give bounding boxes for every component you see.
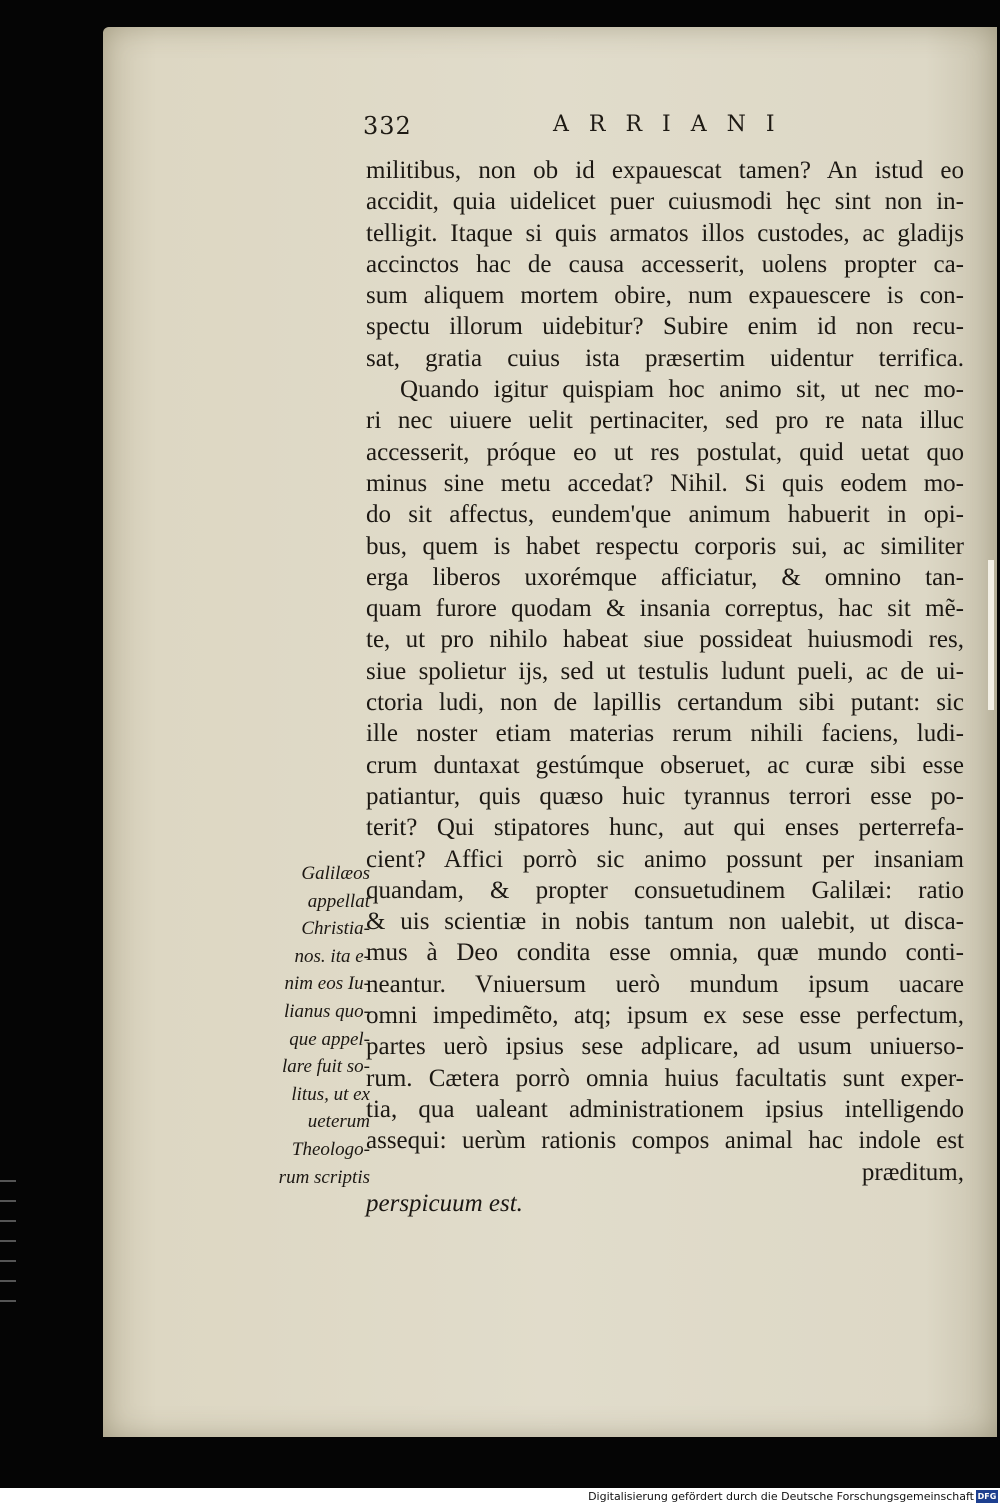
dfg-logo: DFG [977,1492,997,1501]
text-line: crum duntaxat gestúmque obseruet, ac curæ sibi esse [366,751,964,779]
page-number: 332 [363,112,412,140]
text-line: erga liberos uxorémque afficiatur, & omnino tan- [366,563,964,591]
text-line: præditum, [861,1158,964,1186]
text-line: quandam, & propter consuetudinem Galilæi: ratio [366,876,964,904]
text-line: neantur. Vniuersum uerò mundum ipsum uacare [366,970,964,998]
text-line: siue spolietur ijs, sed ut testulis ludunt pueli, ac de ui- [366,657,964,685]
text-line: accesserit, próque eo ut res postulat, quid uetat quo [366,438,964,466]
marginal-note-line: lare fuit so- [282,1056,370,1078]
digitization-footer [0,1488,1000,1506]
marginal-note-line: rum scriptis [278,1166,370,1188]
text-line: sat, gratia cuius ista præsertim uidentur terrifica. [366,344,964,372]
text-line: perspicuum est. [366,1189,523,1217]
marginal-note-line: Galilæos [301,863,370,884]
marginal-note-line: nim eos Iu- [284,973,370,995]
text-line: militibus, non ob id expauescat tamen? An istud eo [366,157,964,184]
text-line: partes uerò ipsius sese adplicare, ad usum uniuerso- [366,1033,964,1061]
body-text [366,155,964,1219]
text-line: telligit. Itaque si quis armatos illos custodes, ac gladijs [366,219,964,247]
text-line: quam furore quodam & insania correptus, hac sit mẽ- [366,595,964,623]
text-line: sum aliquem mortem obire, num expauescere is con- [366,282,964,310]
text-line: rum. Cætera porrò omnia huius facultatis sunt exper- [366,1064,964,1092]
text-line: & uis scientiæ in nobis tantum non ualebit, ut disca- [366,908,964,936]
running-title: ARRIANI [553,112,795,137]
text-line: ri nec uiuere uelit pertinaciter, sed pro re nata illuc [366,407,964,435]
text-line: Quando igitur quispiam hoc animo sit, ut nec mo- [400,376,964,404]
text-line: accinctos hac de causa accesserit, uolens propter ca- [366,250,964,278]
text-line: spectu illorum uidebitur? Subire enim id non recu- [366,313,964,341]
marginal-note-line: litus, ut ex [291,1083,370,1105]
text-line: omni impedimẽto, atq; ipsum ex sese esse perfectum, [366,1002,964,1030]
text-line: te, ut pro nihilo habeat siue possideat huiusmodi res, [366,626,964,654]
text-line: do sit affectus, eundem'que animum habuerit in opi- [366,501,964,529]
marginal-note-line: lianus quo- [283,1000,370,1022]
marginal-note-line: que appel- [289,1028,370,1050]
text-line: ctoria ludi, non de lapillis certandum sibi putant: sic [366,689,964,717]
text-line: ille noster etiam materias rerum nihili faciens, ludi- [366,720,964,748]
text-line: bus, quem is habet respectu corporis sui, ac similiter [366,532,964,560]
marginal-note [250,860,370,1191]
text-line: mus à Deo condita esse omnia, quæ mundo conti- [366,939,964,967]
marginal-note-line: appellat [307,890,370,912]
marginal-note-line: ueterum [307,1111,370,1133]
text-line: patiantur, quis quæso huic tyrannus terrori esse po- [366,782,964,810]
text-line: cient? Affici porrò sic animo possunt per insaniam [366,845,964,873]
running-head [363,112,963,146]
marginal-note-line: Christia- [301,918,370,940]
page-edge-highlight [988,560,994,710]
text-line: tia, qua ualeant administrationem ipsius intelligendo [366,1095,964,1123]
marginal-note-line: Theologo- [291,1138,370,1160]
scan-margin-marks [0,1180,16,1320]
marginal-note-line: nos. ita e- [294,945,370,967]
text-line: terit? Qui stipatores hunc, aut qui enses perterrefa- [366,814,964,842]
text-line: minus sine metu accedat? Nihil. Si quis eodem mo- [366,469,964,497]
funding-credit: Digitalisierung gefördert durch die Deutsche Forschungsgemeinschaft [588,1490,974,1503]
text-line: accidit, quia uidelicet puer cuiusmodi hęc sint non in- [366,188,964,216]
text-line: assequi: uerùm rationis compos animal hac indole est [366,1127,964,1155]
